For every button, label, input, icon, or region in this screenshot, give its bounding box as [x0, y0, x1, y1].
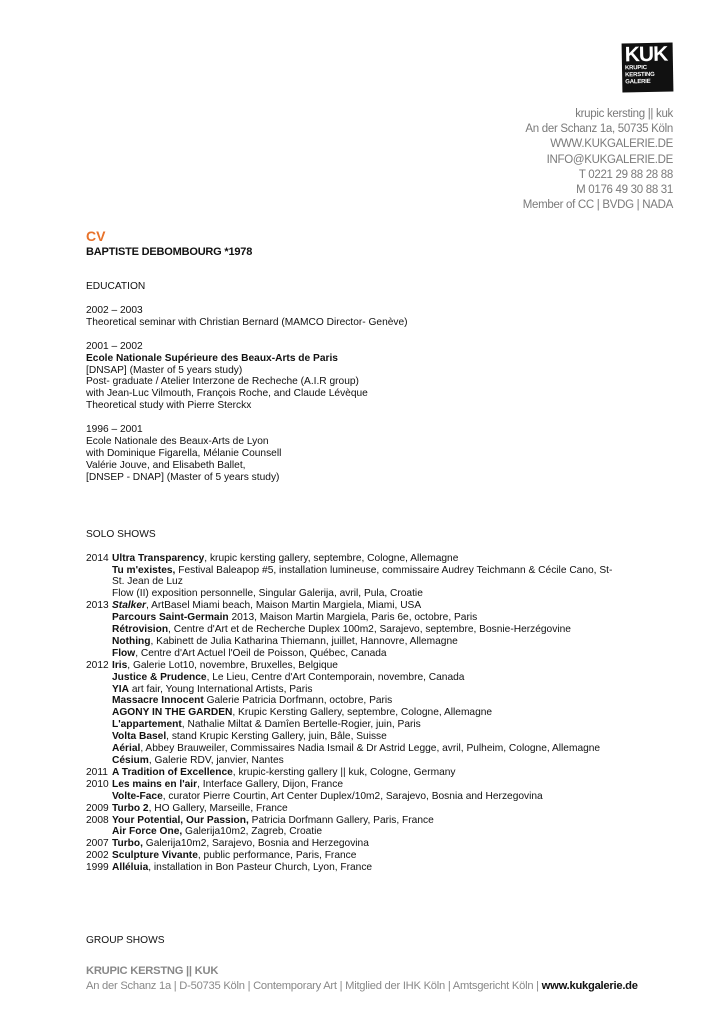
show-venue: , Centre d'Art et de Recherche Duplex 100m2, Sarajevo, septembre, Bosnie-Herzégovine — [168, 624, 571, 636]
show-details — [112, 791, 543, 803]
education-line: [DNSEP - DNAP] (Master of 5 years study) — [86, 471, 280, 483]
show-title: Les mains en l'air — [112, 778, 198, 790]
show-year — [86, 695, 112, 707]
solo-show-item — [86, 672, 646, 684]
show-title: Parcours Saint-Germain — [112, 612, 229, 624]
education-school: Ecole Nationale Supérieure des Beaux-Arts de Paris — [86, 352, 338, 364]
show-details — [112, 588, 423, 600]
education-line: Theoretical seminar with Christian Bernard (MAMCO Director- Genève) — [86, 316, 408, 328]
contact-mobile: M 0176 49 30 88 31 — [576, 184, 673, 197]
show-details — [112, 576, 183, 588]
solo-show-item — [86, 624, 646, 636]
contact-website[interactable]: WWW.KUKGALERIE.DE — [550, 138, 673, 151]
solo-show-item — [86, 684, 646, 696]
solo-show-item — [86, 755, 646, 767]
education-years: 2001 – 2002 — [86, 340, 143, 352]
show-year — [86, 612, 112, 624]
show-year: 2002 — [86, 850, 109, 862]
show-title: Air Force One, — [112, 826, 183, 838]
show-year — [86, 636, 112, 648]
show-title: YIA — [112, 683, 129, 695]
solo-show-item — [86, 576, 646, 588]
show-title: Tu m'existes, — [112, 564, 176, 576]
show-details — [112, 767, 456, 779]
show-year — [86, 576, 112, 588]
show-venue: , krupic-kersting gallery || kuk, Cologne, Germany — [232, 766, 456, 778]
show-venue: , krupic kersting gallery, septembre, Cologne, Allemagne — [204, 552, 459, 564]
show-title: Rétrovision — [112, 624, 169, 636]
contact-gallery-name: krupic kersting || kuk — [575, 108, 673, 120]
artist-name: BAPTISTE DEBOMBOURG *1978 — [86, 246, 253, 258]
show-year — [86, 648, 112, 660]
show-title: L'appartement — [112, 719, 182, 731]
solo-show-item — [86, 636, 646, 648]
contact-block — [523, 107, 673, 213]
show-venue: , curator Pierre Courtin, Art Center Duplex/10m2, Sarajevo, Bosnia and Herzegovina — [162, 790, 543, 802]
show-details — [112, 862, 372, 874]
show-details — [112, 660, 338, 672]
show-details — [112, 553, 458, 565]
solo-show-item — [86, 779, 646, 791]
show-venue: , ArtBasel Miami beach, Maison Martin Margiela, Miami, USA — [145, 600, 422, 612]
solo-shows-heading: SOLO SHOWS — [86, 528, 156, 540]
show-title: Alléluia — [112, 862, 149, 874]
solo-show-item — [86, 553, 646, 565]
show-venue: , public performance, Paris, France — [197, 850, 357, 862]
solo-show-item — [86, 731, 646, 743]
show-title: Flow — [112, 647, 136, 659]
show-details — [112, 565, 612, 577]
solo-show-item — [86, 767, 646, 779]
show-details — [112, 719, 421, 731]
education-entry — [86, 305, 646, 329]
show-venue: , installation in Bon Pasteur Church, Lyon, France — [148, 862, 373, 874]
show-details — [112, 803, 288, 815]
show-venue: St. Jean de Luz — [112, 576, 183, 588]
show-title: Volte-Face — [112, 790, 163, 802]
show-year — [86, 719, 112, 731]
show-details — [112, 684, 312, 696]
show-details — [112, 815, 434, 827]
show-title: Stalker — [112, 600, 146, 612]
show-year — [86, 707, 112, 719]
logo-line-2: GALERIE — [625, 78, 651, 86]
gallery-logo — [622, 43, 674, 93]
show-details — [112, 850, 356, 862]
solo-show-item — [86, 838, 646, 850]
solo-show-item — [86, 719, 646, 731]
education-line: Theoretical study with Pierre Sterckx — [86, 400, 252, 412]
show-year — [86, 826, 112, 838]
show-year — [86, 588, 112, 600]
solo-show-item — [86, 612, 646, 624]
solo-show-item — [86, 803, 646, 815]
show-venue: , Krupic Kersting Gallery, septembre, Cologne, Allemagne — [232, 707, 493, 719]
show-details — [112, 838, 369, 850]
show-venue: Patricia Dorfmann Gallery, Paris, France — [248, 814, 434, 826]
solo-show-item — [86, 707, 646, 719]
show-year — [86, 624, 112, 636]
education-years: 1996 – 2001 — [86, 424, 143, 436]
cv-heading: CV — [86, 228, 106, 244]
show-details — [112, 779, 343, 791]
show-title: Turbo 2 — [112, 802, 149, 814]
footer-address-line — [86, 979, 638, 994]
cv-content — [86, 281, 646, 874]
page-footer — [86, 964, 638, 993]
show-venue: , Interface Gallery, Dijon, France — [197, 778, 343, 790]
solo-show-item — [86, 600, 646, 612]
show-venue: , Centre d'Art Actuel l'Oeil de Poisson, Québec, Canada — [135, 647, 387, 659]
solo-show-item — [86, 815, 646, 827]
education-entry — [86, 341, 646, 412]
logo-mark: KUK — [624, 42, 668, 67]
show-details — [112, 648, 387, 660]
show-title: Nothing — [112, 635, 151, 647]
contact-email[interactable]: INFO@KUKGALERIE.DE — [546, 153, 673, 166]
contact-memberships: Member of CC | BVDG | NADA — [522, 199, 673, 212]
show-details — [112, 600, 421, 612]
show-year — [86, 672, 112, 684]
show-title: Justice & Prudence — [112, 671, 207, 683]
footer-address: An der Schanz 1a | D-50735 Köln | Contemporary Art | Mitglied der IHK Köln | Amtsgericht Köln | — [86, 979, 542, 992]
show-title: Massacre Innocent — [112, 695, 204, 707]
show-details — [112, 624, 571, 636]
show-year: 1999 — [86, 862, 109, 874]
show-venue: Flow (II) exposition personnelle, Singular Galerija, avril, Pula, Croatie — [112, 588, 423, 600]
education-heading: EDUCATION — [86, 281, 146, 292]
show-title: Ultra Transparency — [112, 552, 205, 564]
show-title: A Tradition of Excellence — [112, 766, 233, 778]
show-year: 2010 — [86, 778, 109, 790]
show-venue: Galerie Patricia Dorfmann, octobre, Paris — [203, 695, 393, 707]
show-details — [112, 636, 458, 648]
contact-phone: T 0221 29 88 28 88 — [578, 168, 673, 181]
solo-show-item — [86, 826, 646, 838]
show-venue: , Kabinett de Julia Katharina Thiemann, juillet, Hannovre, Allemagne — [150, 635, 458, 647]
show-year: 2014 — [86, 552, 109, 564]
show-venue: Galerija10m2, Zagreb, Croatie — [182, 826, 323, 838]
solo-show-item — [86, 660, 646, 672]
show-year: 2012 — [86, 659, 109, 671]
logo-line-1: KRUPIC KERSTING — [624, 65, 655, 79]
show-year — [86, 791, 112, 803]
solo-show-item — [86, 648, 646, 660]
show-venue: Galerija10m2, Sarajevo, Bosnia and Herzegovina — [142, 838, 369, 850]
show-year — [86, 743, 112, 755]
footer-gallery-name: KRUPIC KERSTNG || KUK — [86, 965, 219, 977]
show-title: Volta Basel — [112, 731, 167, 743]
show-title: Aérial — [112, 743, 141, 755]
solo-show-item — [86, 743, 646, 755]
show-venue: , Galerie RDV, janvier, Nantes — [148, 755, 284, 766]
show-year — [86, 684, 112, 696]
show-details — [112, 672, 464, 684]
show-title: Your Potential, Our Passion, — [112, 814, 249, 826]
education-years: 2002 – 2003 — [86, 304, 143, 316]
show-year: 2007 — [86, 838, 109, 850]
show-year: 2008 — [86, 814, 109, 826]
education-line: Valérie Jouve, and Elisabeth Ballet, — [86, 459, 246, 471]
show-title: Sculpture Vivante — [112, 850, 198, 862]
show-venue: , Nathalie Miltat & Damîen Bertelle-Rogier, juin, Paris — [181, 719, 421, 731]
solo-show-item — [86, 565, 646, 577]
show-details — [112, 731, 387, 743]
solo-show-item — [86, 588, 646, 600]
show-venue: , Abbey Brauweiler, Commissaires Nadia Ismail & Dr Astrid Legge, avril, Pulheim, Cologne, Allemagne — [140, 743, 601, 755]
education-line: [DNSAP] (Master of 5 years study) — [86, 364, 243, 376]
solo-show-item — [86, 862, 646, 874]
show-venue: , HO Gallery, Marseille, France — [148, 802, 288, 814]
solo-show-item — [86, 695, 646, 707]
show-details — [112, 695, 392, 707]
group-shows-heading: GROUP SHOWS — [86, 935, 165, 946]
show-title: Turbo, — [112, 838, 143, 850]
education-line: Post- graduate / Atelier Interzone de Recheche (A.I.R group) — [86, 376, 359, 388]
show-title: Césium — [112, 755, 149, 766]
show-venue: , Le Lieu, Centre d'Art Contemporain, novembre, Canada — [206, 671, 465, 683]
show-title: Iris — [112, 659, 128, 671]
show-venue: art fair, Young International Artists, Paris — [128, 683, 313, 695]
education-entry — [86, 424, 646, 484]
show-venue: , Galerie Lot10, novembre, Bruxelles, Belgique — [127, 659, 338, 671]
show-details — [112, 826, 322, 838]
show-venue: , stand Krupic Kersting Gallery, juin, Bâle, Suisse — [166, 731, 387, 743]
education-line: with Jean-Luc Vilmouth, François Roche, and Claude Lévèque — [86, 388, 368, 400]
solo-show-item — [86, 791, 646, 803]
show-year — [86, 731, 112, 743]
solo-show-item — [86, 850, 646, 862]
show-venue: Festival Baleapop #5, installation lumineuse, commissaire Audrey Teichmann & Cécile Cano, St- — [175, 564, 613, 576]
education-line: with Dominique Figarella, Mélanie Counsell — [86, 447, 282, 459]
show-year — [86, 565, 112, 577]
show-year: 2009 — [86, 802, 109, 814]
show-venue: 2013, Maison Martin Margiela, Paris 6e, octobre, Paris — [228, 612, 478, 624]
show-details — [112, 755, 284, 767]
contact-address: An der Schanz 1a, 50735 Köln — [525, 123, 673, 136]
show-details — [112, 743, 600, 755]
show-year — [86, 755, 112, 767]
solo-shows-list — [86, 553, 646, 874]
show-year: 2013 — [86, 600, 109, 612]
education-line: Ecole Nationale des Beaux-Arts de Lyon — [86, 436, 269, 448]
show-year: 2011 — [86, 766, 108, 778]
footer-website-link[interactable]: www.kukgalerie.de — [541, 979, 638, 992]
show-details — [112, 707, 492, 719]
show-title: AGONY IN THE GARDEN — [112, 707, 233, 719]
show-details — [112, 612, 477, 624]
